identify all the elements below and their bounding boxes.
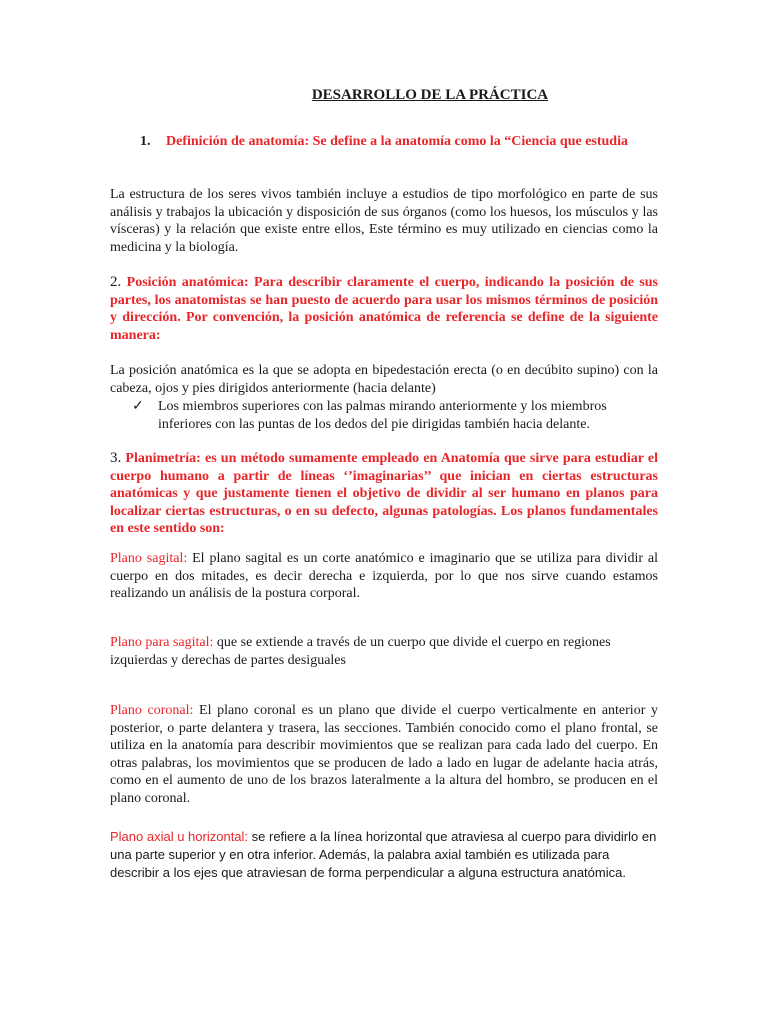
plane-text: El plano coronal es un plano que divide el cuerpo verticalmente en anterior y posterior, o parte delantera y trasera, las secciones. También conocido como el plano frontal, se utiliza en la anatomía para describir movimientos que se realizan para cada lado del cuerpo. En otras palabras, los movimientos que se producen de lado a lado en lugar de adelante hacia atrás, como en el aumento de uno de los brazos lateralmente a la altura del hombro, se producen en el plano coronal.	[110, 703, 658, 806]
plane-label: Plano coronal:	[110, 703, 194, 718]
section-1-text: Definición de anatomía: Se define a la anatomía como la “Ciencia que estudia	[166, 134, 628, 149]
plane-text: que se extiende a través de un cuerpo que divide el cuerpo en regiones izquierdas y derechas de partes desiguales	[110, 635, 611, 668]
section-2-number: 2.	[110, 274, 122, 290]
plane-text: se refiere a la línea horizontal que atraviesa al cuerpo para dividirlo en una parte superior y en otra inferior. Además, la palabra axial también es utilizada para describir a los ejes que atraviesan de forma perpendicular a alguna estructura anatómica.	[110, 829, 657, 880]
section-2-heading	[110, 274, 658, 344]
plane-axial	[110, 828, 658, 882]
page-title: DESARROLLO DE LA PRÁCTICA	[311, 87, 549, 103]
plane-sagital	[110, 550, 658, 603]
section-3-text: Planimetría: es un método sumamente empleado en Anatomía que sirve para estudiar el cuerpo humano a partir de líneas ‘’imaginarias’’ que inician en ciertas estructuras anatómicas y que justamente tienen el objetivo de dividir al ser humano en planos para localizar ciertas estructuras, o en su defecto, algunas patologías. Los planos fundamentales en este sentido son:	[110, 451, 658, 536]
plane-parasagital	[110, 634, 620, 669]
plane-label: Plano sagital:	[110, 551, 188, 566]
section-1-number: 1.	[140, 134, 151, 149]
paragraph-structure: La estructura de los seres vivos también incluye a estudios de tipo morfológico en parte de sus análisis y trabajos la ubicación y disposición de sus órganos (como los huesos, los músculos y las vísceras) y la relación que existe entre ellos, Este término es muy utilizado en ciencias como la medicina y la biología.	[110, 187, 658, 255]
plane-label: Plano axial u horizontal:	[110, 829, 249, 844]
plane-text: El plano sagital es un corte anatómico e imaginario que se utiliza para dividir al cuerpo en dos mitades, es decir derecha e izquierda, por lo que nos sirve cuando estamos realizando un análisis de la postura corporal.	[110, 551, 659, 601]
plane-label: Plano para sagital:	[110, 635, 214, 650]
section-2-text: Posición anatómica: Para describir claramente el cuerpo, indicando la posición de sus partes, los anatomistas se han puesto de acuerdo para usar los mismos términos de posición y dirección. Por convención, la posición anatómica de referencia se define de la siguiente manera:	[110, 275, 658, 343]
plane-coronal	[110, 702, 658, 807]
paragraph-anatomical-position: La posición anatómica es la que se adopta en bipedestación erecta (o en decúbito supino) con la cabeza, ojos y pies dirigidos anteriormente (hacia delante)	[110, 363, 658, 396]
checkmark-icon: ✓	[132, 399, 144, 414]
section-3-number: 3.	[110, 450, 122, 466]
check-item-text: Los miembros superiores con las palmas mirando anteriormente y los miembros inferiores con las puntas de los dedos del pie dirigidas también hacia delante.	[158, 399, 607, 432]
section-3-heading	[110, 450, 658, 538]
